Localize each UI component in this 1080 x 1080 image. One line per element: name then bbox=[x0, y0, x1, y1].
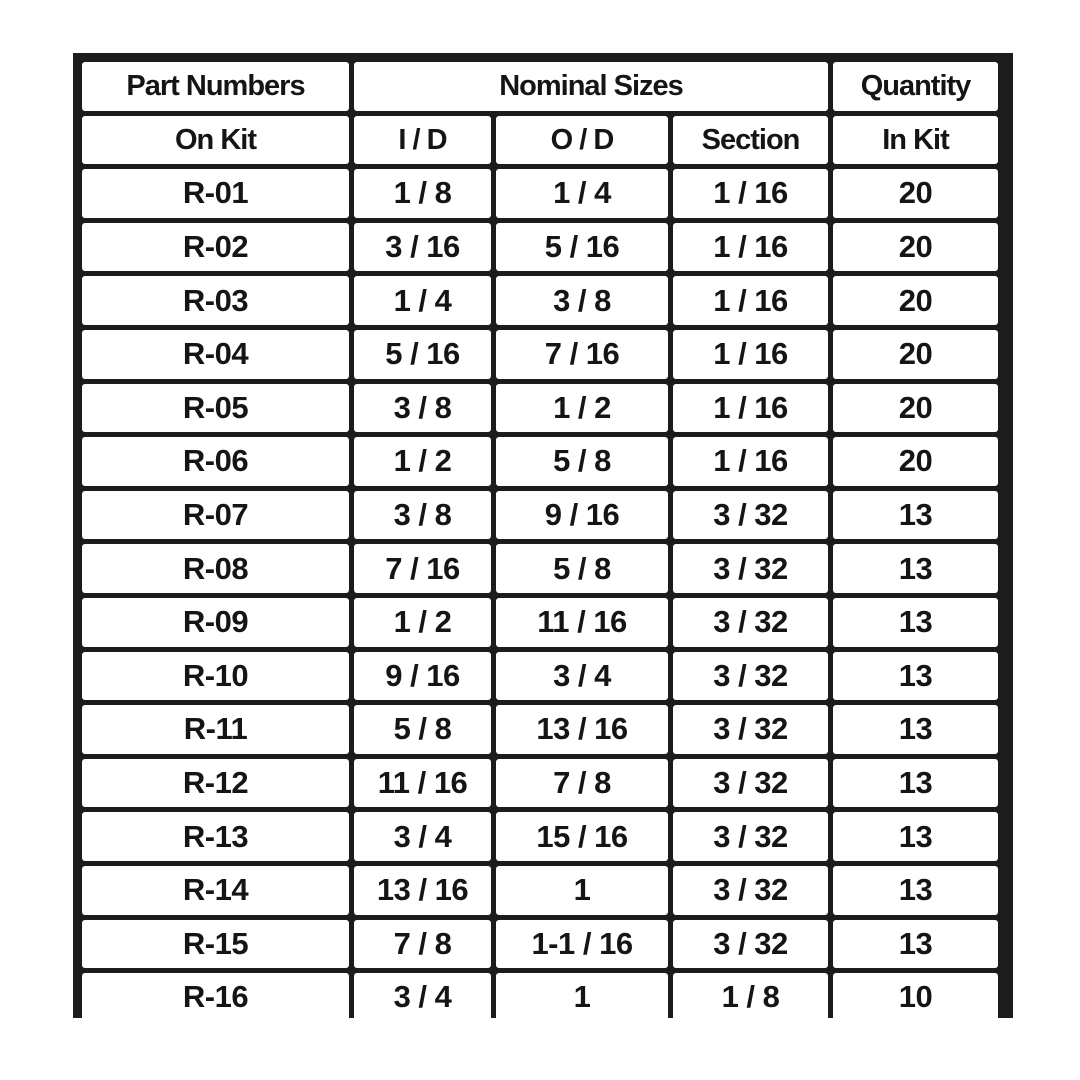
quantity-cell: 20 bbox=[833, 437, 998, 486]
table-row bbox=[82, 705, 998, 754]
outer-diameter-cell: 7 / 16 bbox=[496, 330, 668, 379]
inner-diameter-cell: 11 / 16 bbox=[354, 759, 491, 808]
table-row bbox=[82, 169, 998, 218]
quantity-cell: 13 bbox=[833, 705, 998, 754]
table-row bbox=[82, 544, 998, 593]
section-cell: 3 / 32 bbox=[673, 812, 828, 861]
part-number-cell: R-09 bbox=[82, 598, 349, 647]
quantity-cell: 13 bbox=[833, 544, 998, 593]
part-number-cell: R-11 bbox=[82, 705, 349, 754]
table-row bbox=[82, 920, 998, 969]
part-number-cell: R-08 bbox=[82, 544, 349, 593]
outer-diameter-cell: 5 / 8 bbox=[496, 544, 668, 593]
outer-diameter-cell: 5 / 16 bbox=[496, 223, 668, 272]
table-row bbox=[82, 812, 998, 861]
part-number-cell: R-14 bbox=[82, 866, 349, 915]
header-row-2 bbox=[82, 116, 998, 165]
part-number-cell: R-04 bbox=[82, 330, 349, 379]
table-row bbox=[82, 437, 998, 486]
section-cell: 3 / 32 bbox=[673, 759, 828, 808]
table-row bbox=[82, 491, 998, 540]
header-section: Section bbox=[673, 116, 828, 165]
part-number-cell: R-16 bbox=[82, 973, 349, 1022]
table-row bbox=[82, 652, 998, 701]
section-cell: 3 / 32 bbox=[673, 866, 828, 915]
section-cell: 3 / 32 bbox=[673, 652, 828, 701]
table-row bbox=[82, 384, 998, 433]
quantity-cell: 13 bbox=[833, 812, 998, 861]
inner-diameter-cell: 1 / 2 bbox=[354, 437, 491, 486]
quantity-cell: 20 bbox=[833, 330, 998, 379]
part-number-cell: R-10 bbox=[82, 652, 349, 701]
inner-diameter-cell: 9 / 16 bbox=[354, 652, 491, 701]
inner-diameter-cell: 3 / 16 bbox=[354, 223, 491, 272]
table-row bbox=[82, 759, 998, 808]
section-cell: 3 / 32 bbox=[673, 544, 828, 593]
part-number-cell: R-12 bbox=[82, 759, 349, 808]
inner-diameter-cell: 3 / 4 bbox=[354, 812, 491, 861]
header-in-kit: In Kit bbox=[833, 116, 998, 165]
quantity-cell: 20 bbox=[833, 169, 998, 218]
header-quantity: Quantity bbox=[833, 62, 998, 111]
inner-diameter-cell: 3 / 4 bbox=[354, 973, 491, 1022]
outer-diameter-cell: 3 / 4 bbox=[496, 652, 668, 701]
inner-diameter-cell: 1 / 8 bbox=[354, 169, 491, 218]
section-cell: 1 / 8 bbox=[673, 973, 828, 1022]
section-cell: 3 / 32 bbox=[673, 491, 828, 540]
outer-diameter-cell: 15 / 16 bbox=[496, 812, 668, 861]
quantity-cell: 20 bbox=[833, 223, 998, 272]
part-number-cell: R-02 bbox=[82, 223, 349, 272]
quantity-cell: 13 bbox=[833, 491, 998, 540]
header-id: I / D bbox=[354, 116, 491, 165]
quantity-cell: 20 bbox=[833, 276, 998, 325]
section-cell: 1 / 16 bbox=[673, 223, 828, 272]
section-cell: 1 / 16 bbox=[673, 437, 828, 486]
part-number-cell: R-15 bbox=[82, 920, 349, 969]
header-od: O / D bbox=[496, 116, 668, 165]
outer-diameter-cell: 3 / 8 bbox=[496, 276, 668, 325]
section-cell: 1 / 16 bbox=[673, 384, 828, 433]
section-cell: 1 / 16 bbox=[673, 169, 828, 218]
header-part-numbers: Part Numbers bbox=[82, 62, 349, 111]
quantity-cell: 13 bbox=[833, 920, 998, 969]
header-row-1 bbox=[82, 62, 998, 111]
table-row bbox=[82, 973, 998, 1022]
header-nominal-sizes: Nominal Sizes bbox=[354, 62, 828, 111]
part-number-cell: R-01 bbox=[82, 169, 349, 218]
header-on-kit: On Kit bbox=[82, 116, 349, 165]
outer-diameter-cell: 1 bbox=[496, 973, 668, 1022]
outer-diameter-cell: 9 / 16 bbox=[496, 491, 668, 540]
kit-table-body bbox=[82, 169, 998, 1022]
section-cell: 3 / 32 bbox=[673, 705, 828, 754]
inner-diameter-cell: 5 / 8 bbox=[354, 705, 491, 754]
inner-diameter-cell: 7 / 16 bbox=[354, 544, 491, 593]
inner-diameter-cell: 3 / 8 bbox=[354, 491, 491, 540]
inner-diameter-cell: 1 / 4 bbox=[354, 276, 491, 325]
outer-diameter-cell: 11 / 16 bbox=[496, 598, 668, 647]
part-number-cell: R-13 bbox=[82, 812, 349, 861]
table-row bbox=[82, 276, 998, 325]
table-row bbox=[82, 866, 998, 915]
outer-diameter-cell: 1 bbox=[496, 866, 668, 915]
inner-diameter-cell: 5 / 16 bbox=[354, 330, 491, 379]
kit-table bbox=[77, 57, 1003, 1027]
section-cell: 1 / 16 bbox=[673, 276, 828, 325]
quantity-cell: 13 bbox=[833, 866, 998, 915]
table-row bbox=[82, 598, 998, 647]
quantity-cell: 13 bbox=[833, 652, 998, 701]
outer-diameter-cell: 5 / 8 bbox=[496, 437, 668, 486]
inner-diameter-cell: 13 / 16 bbox=[354, 866, 491, 915]
outer-diameter-cell: 1 / 2 bbox=[496, 384, 668, 433]
inner-diameter-cell: 7 / 8 bbox=[354, 920, 491, 969]
section-cell: 3 / 32 bbox=[673, 920, 828, 969]
outer-diameter-cell: 1-1 / 16 bbox=[496, 920, 668, 969]
part-number-cell: R-03 bbox=[82, 276, 349, 325]
inner-diameter-cell: 3 / 8 bbox=[354, 384, 491, 433]
table-row bbox=[82, 223, 998, 272]
quantity-cell: 20 bbox=[833, 384, 998, 433]
quantity-cell: 13 bbox=[833, 759, 998, 808]
part-number-cell: R-07 bbox=[82, 491, 349, 540]
outer-diameter-cell: 7 / 8 bbox=[496, 759, 668, 808]
section-cell: 1 / 16 bbox=[673, 330, 828, 379]
inner-diameter-cell: 1 / 2 bbox=[354, 598, 491, 647]
part-number-cell: R-05 bbox=[82, 384, 349, 433]
outer-diameter-cell: 1 / 4 bbox=[496, 169, 668, 218]
outer-diameter-cell: 13 / 16 bbox=[496, 705, 668, 754]
table-row bbox=[82, 330, 998, 379]
part-number-cell: R-06 bbox=[82, 437, 349, 486]
section-cell: 3 / 32 bbox=[673, 598, 828, 647]
quantity-cell: 13 bbox=[833, 598, 998, 647]
kit-table-sheet bbox=[73, 53, 1013, 1018]
quantity-cell: 10 bbox=[833, 973, 998, 1022]
